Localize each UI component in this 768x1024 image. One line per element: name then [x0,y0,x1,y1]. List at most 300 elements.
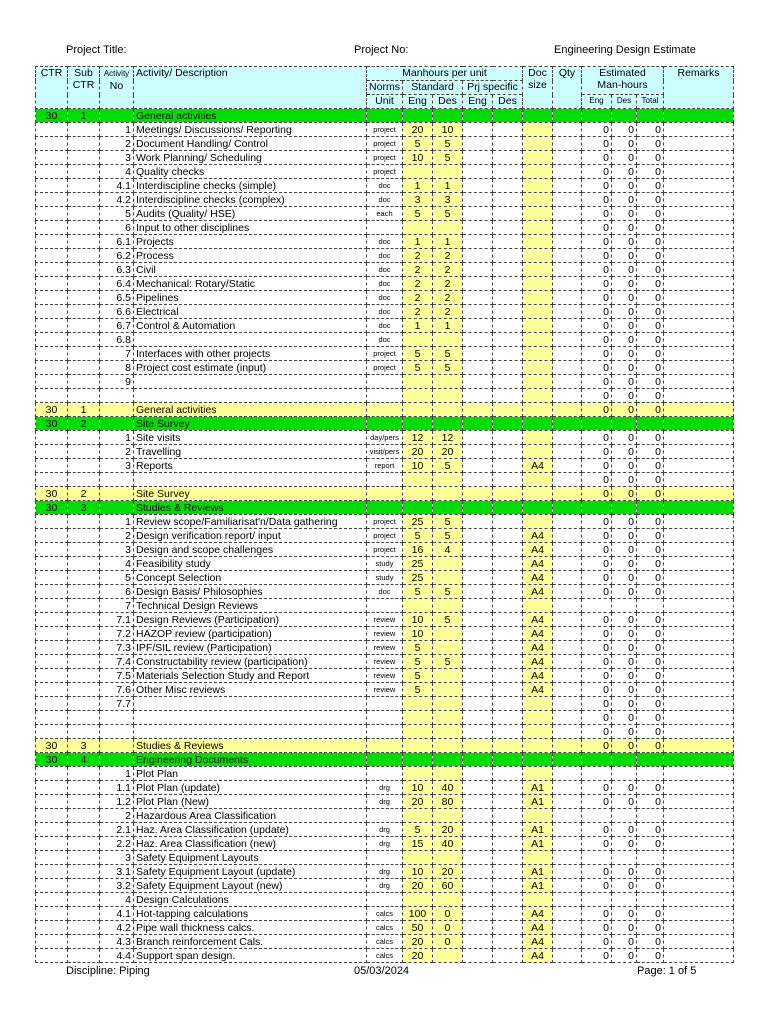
cell-est-eng: 0 [582,515,612,529]
cell-sub-ctr [68,823,100,837]
cell-description: Branch reinforcement Cals. [134,935,367,949]
cell-ctr [36,809,68,823]
cell-prj-eng [463,753,493,767]
cell-est-des: 0 [612,907,637,921]
cell-est-des: 0 [612,921,637,935]
cell-prj-des [493,459,523,473]
cell-est-eng: 0 [582,529,612,543]
cell-activity-no: 7.1 [100,613,134,627]
cell-prj-des [493,263,523,277]
cell-qty [553,263,582,277]
cell-remarks [664,627,734,641]
cell-description: Design and scope challenges [134,543,367,557]
cell-doc-size [523,137,553,151]
cell-description: Work Planning/ Scheduling [134,151,367,165]
cell-est-des: 0 [612,207,637,221]
cell-doc-size [523,207,553,221]
cell-prj-eng [463,305,493,319]
cell-sub-ctr [68,305,100,319]
cell-est-eng: 0 [582,585,612,599]
cell-prj-des [493,473,523,487]
cell-description: Haz. Area Classification (new) [134,837,367,851]
cell-remarks [664,949,734,963]
cell-est-des [612,767,637,781]
cell-unit: project [367,137,403,151]
cell-est-des [612,599,637,613]
cell-est-des: 0 [612,151,637,165]
cell-sub-ctr [68,767,100,781]
cell-prj-des [493,557,523,571]
table-row [36,711,734,725]
cell-description: Site Survey [134,487,367,501]
cell-est-eng [582,809,612,823]
cell-sub-ctr [68,865,100,879]
cell-est-eng: 0 [582,949,612,963]
cell-unit: doc [367,277,403,291]
cell-std-des [433,557,463,571]
cell-est-des [612,809,637,823]
project-no-label: Project No: [354,44,409,56]
cell-std-eng: 10 [403,865,433,879]
cell-std-eng: 20 [403,949,433,963]
cell-remarks [664,697,734,711]
cell-qty [553,613,582,627]
cell-prj-des [493,697,523,711]
cell-unit: drg [367,865,403,879]
cell-remarks [664,515,734,529]
cell-est-des [612,501,637,515]
cell-doc-size: A4 [523,641,553,655]
cell-ctr [36,725,68,739]
cell-est-des: 0 [612,403,637,417]
cell-activity-no [100,739,134,753]
col-unit: Unit [367,95,403,109]
cell-unit: review [367,655,403,669]
cell-est-total: 0 [637,739,664,753]
cell-qty [553,851,582,865]
cell-activity-no [100,725,134,739]
cell-prj-eng [463,935,493,949]
cell-est-des: 0 [612,641,637,655]
cell-std-eng: 1 [403,179,433,193]
cell-sub-ctr [68,221,100,235]
cell-activity-no: 8 [100,361,134,375]
cell-qty [553,347,582,361]
cell-remarks [664,431,734,445]
cell-remarks [664,767,734,781]
cell-prj-des [493,851,523,865]
cell-std-eng: 5 [403,361,433,375]
col-remarks: Remarks [664,67,734,109]
cell-sub-ctr [68,641,100,655]
cell-doc-size: A4 [523,669,553,683]
cell-remarks [664,389,734,403]
cell-prj-eng [463,725,493,739]
cell-std-eng: 10 [403,459,433,473]
cell-est-eng [582,753,612,767]
cell-est-des: 0 [612,165,637,179]
cell-sub-ctr [68,375,100,389]
cell-sub-ctr [68,613,100,627]
cell-doc-size [523,235,553,249]
cell-std-eng: 25 [403,571,433,585]
cell-std-eng: 2 [403,249,433,263]
cell-qty [553,781,582,795]
cell-activity-no: 2.1 [100,823,134,837]
cell-est-eng: 0 [582,263,612,277]
cell-std-des: 2 [433,305,463,319]
cell-activity-no: 4 [100,557,134,571]
cell-sub-ctr [68,851,100,865]
cell-remarks [664,305,734,319]
cell-activity-no: 4 [100,893,134,907]
cell-prj-eng [463,123,493,137]
cell-activity-no: 7.6 [100,683,134,697]
cell-std-eng [403,753,433,767]
cell-remarks [664,907,734,921]
cell-description: Design Calculations [134,893,367,907]
cell-description: Haz. Area Classification (update) [134,823,367,837]
cell-ctr [36,585,68,599]
cell-activity-no: 2 [100,137,134,151]
cell-prj-eng [463,557,493,571]
cell-activity-no: 3 [100,151,134,165]
cell-est-total: 0 [637,137,664,151]
cell-ctr [36,907,68,921]
cell-ctr [36,221,68,235]
cell-unit: project [367,543,403,557]
cell-doc-size [523,165,553,179]
cell-est-des [612,109,637,123]
cell-sub-ctr [68,543,100,557]
cell-prj-eng [463,501,493,515]
cell-doc-size [523,291,553,305]
cell-est-des: 0 [612,179,637,193]
cell-est-des: 0 [612,557,637,571]
cell-std-eng: 1 [403,235,433,249]
cell-sub-ctr [68,333,100,347]
cell-doc-size [523,277,553,291]
cell-std-eng: 5 [403,683,433,697]
cell-doc-size [523,151,553,165]
cell-std-des: 3 [433,193,463,207]
cell-unit: calcs [367,921,403,935]
cell-prj-eng [463,641,493,655]
cell-est-des [612,851,637,865]
cell-remarks [664,599,734,613]
cell-est-eng: 0 [582,823,612,837]
cell-doc-size [523,739,553,753]
cell-std-des: 20 [433,823,463,837]
cell-std-eng [403,739,433,753]
cell-ctr: 30 [36,753,68,767]
cell-std-des [433,809,463,823]
cell-description: Reports [134,459,367,473]
cell-est-eng: 0 [582,459,612,473]
cell-description: Pipelines [134,291,367,305]
cell-est-total: 0 [637,221,664,235]
cell-remarks [664,893,734,907]
cell-sub-ctr [68,193,100,207]
cell-prj-eng [463,361,493,375]
section-subtotal-row [36,487,734,501]
cell-activity-no [100,473,134,487]
cell-unit [367,697,403,711]
table-row [36,697,734,711]
cell-qty [553,543,582,557]
cell-description: Electrical [134,305,367,319]
cell-prj-eng [463,319,493,333]
cell-prj-eng [463,571,493,585]
cell-std-des: 5 [433,347,463,361]
cell-est-total: 0 [637,151,664,165]
cell-remarks [664,291,734,305]
cell-doc-size [523,221,553,235]
cell-ctr [36,263,68,277]
cell-prj-eng [463,221,493,235]
cell-qty [553,151,582,165]
cell-est-eng: 0 [582,865,612,879]
cell-std-eng [403,221,433,235]
cell-est-total: 0 [637,879,664,893]
cell-qty [553,207,582,221]
cell-est-des: 0 [612,137,637,151]
cell-est-total: 0 [637,865,664,879]
cell-remarks [664,165,734,179]
cell-prj-eng [463,165,493,179]
cell-remarks [664,333,734,347]
cell-est-total: 0 [637,291,664,305]
cell-activity-no: 4.3 [100,935,134,949]
cell-prj-eng [463,781,493,795]
cell-remarks [664,641,734,655]
cell-std-des: 12 [433,431,463,445]
cell-std-des [433,375,463,389]
cell-std-des: 4 [433,543,463,557]
cell-unit: calcs [367,907,403,921]
cell-prj-eng [463,207,493,221]
cell-qty [553,109,582,123]
cell-est-eng [582,851,612,865]
cell-prj-des [493,571,523,585]
cell-description: Plot Plan [134,767,367,781]
table-row [36,473,734,487]
cell-est-total: 0 [637,837,664,851]
cell-est-des: 0 [612,683,637,697]
cell-doc-size [523,263,553,277]
cell-est-eng [582,599,612,613]
col-std-eng: Eng [403,95,433,109]
table-row [36,375,734,389]
cell-activity-no: 7.7 [100,697,134,711]
cell-prj-eng [463,529,493,543]
cell-doc-size [523,123,553,137]
cell-doc-size [523,375,553,389]
cell-remarks [664,879,734,893]
cell-std-des [433,221,463,235]
cell-std-des: 5 [433,529,463,543]
cell-prj-eng [463,795,493,809]
cell-ctr [36,851,68,865]
cell-ctr [36,375,68,389]
cell-std-des: 5 [433,459,463,473]
cell-description: Mechanical: Rotary/Static [134,277,367,291]
cell-prj-des [493,375,523,389]
cell-ctr [36,879,68,893]
cell-remarks [664,179,734,193]
cell-unit: review [367,669,403,683]
cell-qty [553,291,582,305]
cell-prj-des [493,879,523,893]
cell-description: Site visits [134,431,367,445]
cell-activity-no [100,389,134,403]
cell-sub-ctr [68,935,100,949]
cell-qty [553,753,582,767]
cell-remarks [664,109,734,123]
cell-description: Technical Design Reviews [134,599,367,613]
cell-est-des: 0 [612,627,637,641]
cell-std-eng: 3 [403,193,433,207]
cell-est-total: 0 [637,375,664,389]
cell-ctr: 30 [36,501,68,515]
cell-ctr [36,921,68,935]
cell-est-total: 0 [637,361,664,375]
cell-std-des [433,725,463,739]
cell-remarks [664,151,734,165]
cell-qty [553,795,582,809]
cell-qty [553,431,582,445]
cell-prj-des [493,725,523,739]
cell-prj-des [493,487,523,501]
cell-est-eng: 0 [582,431,612,445]
cell-std-eng: 10 [403,627,433,641]
cell-std-des [433,851,463,865]
cell-remarks [664,711,734,725]
cell-qty [553,921,582,935]
cell-activity-no: 1 [100,767,134,781]
cell-qty [553,599,582,613]
cell-std-des: 40 [433,837,463,851]
cell-est-eng [582,109,612,123]
cell-doc-size: A4 [523,655,553,669]
cell-remarks [664,585,734,599]
cell-ctr [36,319,68,333]
table-row [36,795,734,809]
table-row [36,361,734,375]
cell-sub-ctr [68,529,100,543]
cell-ctr [36,669,68,683]
cell-activity-no: 4.4 [100,949,134,963]
cell-description: Safety Equipment Layout (update) [134,865,367,879]
cell-prj-eng [463,823,493,837]
cell-est-eng: 0 [582,333,612,347]
cell-std-eng [403,165,433,179]
cell-est-eng: 0 [582,795,612,809]
cell-prj-eng [463,431,493,445]
cell-est-des: 0 [612,571,637,585]
cell-est-des: 0 [612,949,637,963]
cell-est-des [612,893,637,907]
cell-prj-eng [463,333,493,347]
cell-qty [553,627,582,641]
cell-std-eng [403,487,433,501]
cell-sub-ctr [68,123,100,137]
cell-description: Engineering Documents [134,753,367,767]
table-row [36,627,734,641]
cell-std-des [433,473,463,487]
cell-description: Feasibility study [134,557,367,571]
cell-sub-ctr [68,697,100,711]
cell-prj-des [493,865,523,879]
cell-est-total: 0 [637,319,664,333]
cell-est-eng: 0 [582,711,612,725]
cell-doc-size [523,851,553,865]
cell-qty [553,907,582,921]
cell-est-total: 0 [637,473,664,487]
cell-est-des: 0 [612,823,637,837]
table-row [36,935,734,949]
cell-est-eng: 0 [582,151,612,165]
cell-remarks [664,669,734,683]
cell-doc-size [523,697,553,711]
cell-description: Audits (Quality/ HSE) [134,207,367,221]
cell-description: Plot Plan (New) [134,795,367,809]
cell-unit: doc [367,235,403,249]
cell-std-eng: 5 [403,655,433,669]
cell-sub-ctr [68,893,100,907]
cell-std-eng: 10 [403,613,433,627]
table-row [36,333,734,347]
cell-remarks [664,501,734,515]
cell-unit [367,487,403,501]
cell-est-total [637,753,664,767]
cell-sub-ctr [68,571,100,585]
cell-std-eng [403,333,433,347]
cell-qty [553,529,582,543]
cell-std-eng: 5 [403,207,433,221]
cell-std-eng [403,725,433,739]
cell-unit: project [367,515,403,529]
cell-remarks [664,123,734,137]
cell-ctr [36,459,68,473]
cell-doc-size [523,725,553,739]
cell-est-total: 0 [637,445,664,459]
cell-est-eng: 0 [582,641,612,655]
table-row [36,809,734,823]
cell-est-des: 0 [612,697,637,711]
cell-doc-size [523,599,553,613]
cell-est-eng: 0 [582,179,612,193]
cell-qty [553,641,582,655]
cell-activity-no: 6.2 [100,249,134,263]
cell-est-eng: 0 [582,669,612,683]
cell-doc-size: A1 [523,781,553,795]
cell-std-des: 80 [433,795,463,809]
cell-prj-des [493,319,523,333]
cell-est-eng: 0 [582,123,612,137]
cell-description: Control & Automation [134,319,367,333]
cell-prj-eng [463,263,493,277]
cell-sub-ctr: 2 [68,487,100,501]
cell-std-des: 5 [433,655,463,669]
cell-remarks [664,347,734,361]
cell-description: Design Reviews (Participation) [134,613,367,627]
cell-ctr [36,599,68,613]
cell-sub-ctr [68,557,100,571]
cell-est-des: 0 [612,781,637,795]
cell-unit: project [367,165,403,179]
cell-std-eng [403,809,433,823]
